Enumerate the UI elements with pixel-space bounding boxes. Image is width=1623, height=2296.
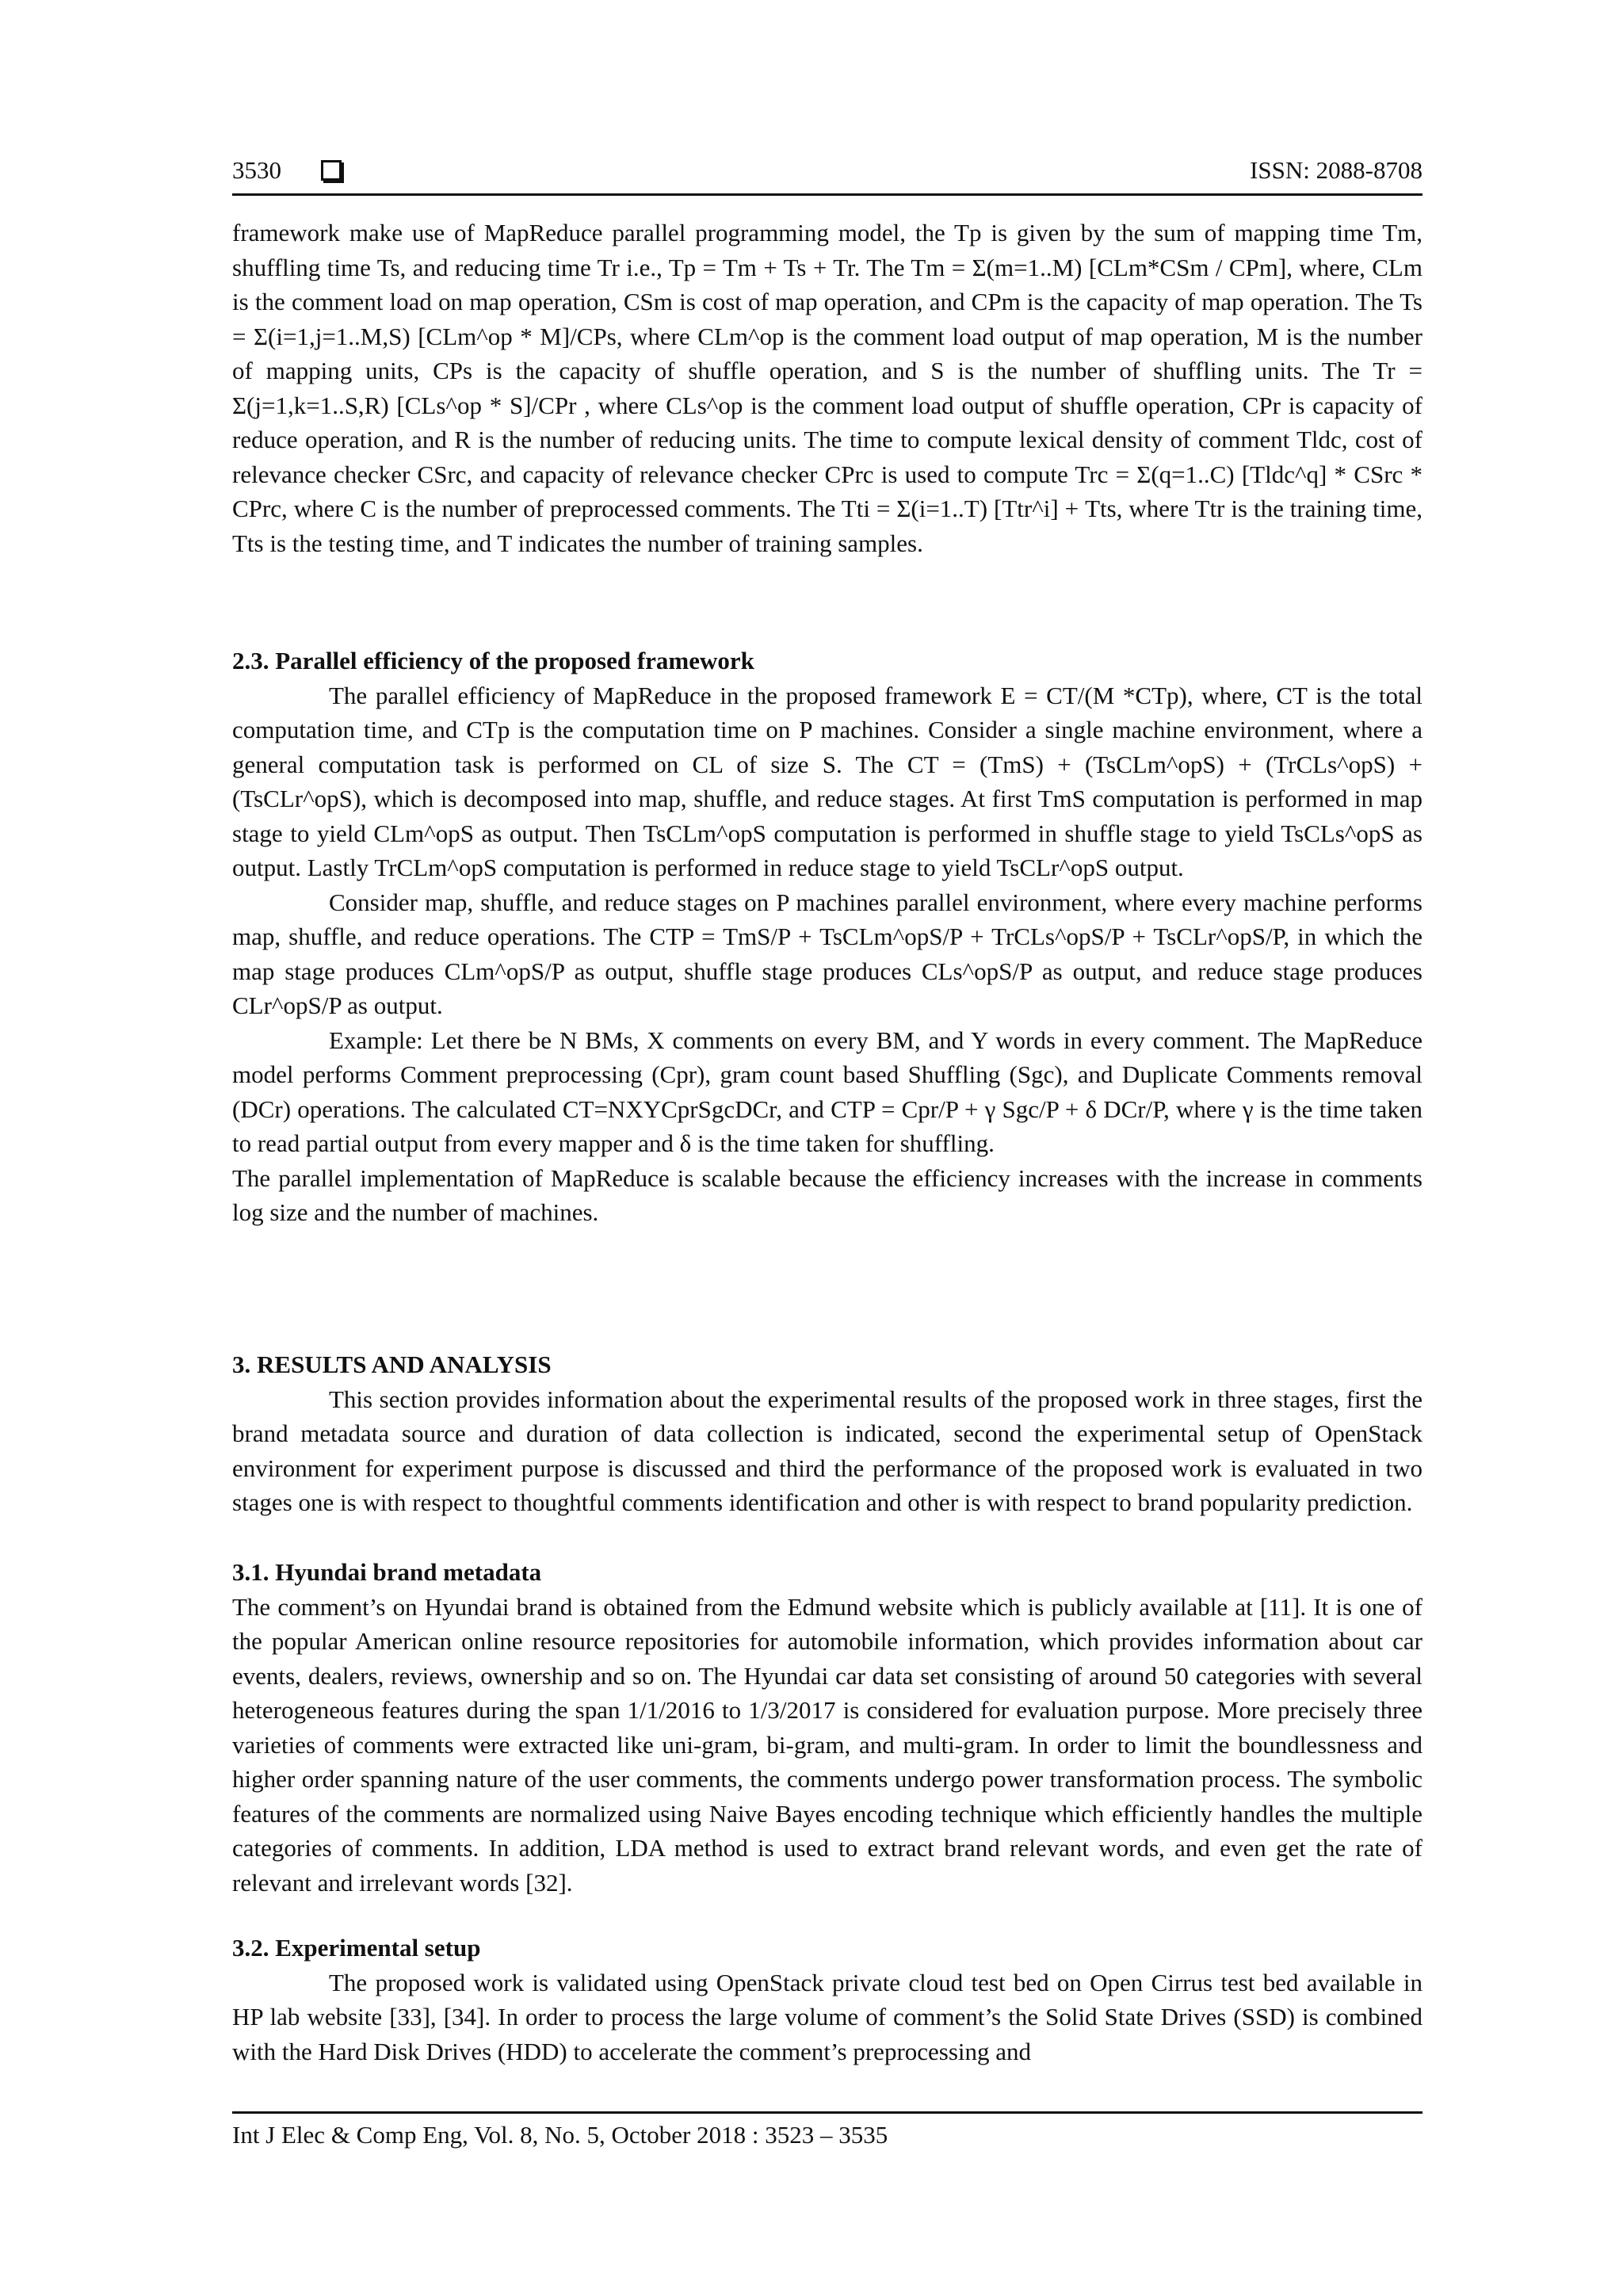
paragraph-scalability: The parallel implementation of MapReduce is scalable because the efficiency increases with the increase in comments log size and the number of machines. — [232, 1163, 1423, 1226]
section-3-heading: 3. RESULTS AND ANALYSIS — [232, 1350, 552, 1378]
paragraph-time-model: framework make use of MapReduce parallel programming model, the Tp is given by the sum of mapping time Tm, shuffling time Ts, and reducing time Tr i.e., Tp = Tm + Ts + Tr. The Tm = Σ(m=1..M) [CLm*CSm / CPm], where, CLm is the comment load on map operation, CSm is cost of map operation, and CPm is the capacity of map operation. The Ts = Σ(i=1,j=1..M,S) [CLm^op * M]/CPs, where CLm^op is the comment load output of map operation, M is the number of mapping units, CPs is the capacity of shuffle operation, and S is the number of shuffling units. The Tr = Σ(j=1,k=1..S,R) [CLs^op * S]/CPr , where CLs^op is the comment load output of shuffle operation, CPr is capacity of reduce operation, and R is the number of reducing units. The time to compute lexical density of comment Tldc, cost of relevance checker CSrc, and capacity of relevance checker CPrc is used to compute Trc = Σ(q=1..C) [Tldc^q] * CSrc * CPrc, where C is the number of preprocessed comments. The Tti = Σ(i=1..T) [Ttr^i] + Tts, where Ttr is the training time, Tts is the testing time, and T indicates the number of training samples. — [232, 219, 1423, 557]
section-3-1 — [232, 1555, 1423, 1900]
paragraph-results-intro: This section provides information about the experimental results of the proposed work in three stages, first the brand metadata source and duration of data collection is indicated, second the experimental setup of OpenStack environment for experiment purpose is discussed and third the performance of the proposed work is evaluated in two stages one is with respect to thoughtful comments identification and other is with respect to brand popularity prediction. — [232, 1385, 1423, 1516]
header-rule — [232, 193, 1423, 196]
section-3 — [232, 1347, 1423, 1520]
paragraph-p-machines: Consider map, shuffle, and reduce stages on P machines parallel environment, where every machine performs map, shuffle, and reduce operations. The CTP = TmS/P + TsCLm^opS/P + TrCLs^opS/P + TsCLr^opS/P, in which the map stage produces CLm^opS/P as output, shuffle stage produces CLs^opS/P as output, and reduce stage produces CLr^opS/P as output. — [232, 888, 1423, 1019]
paragraph-hyundai-metadata: The comment’s on Hyundai brand is obtained from the Edmund website which is publicly available at [11]. It is one of the popular American online resource repositories for automobile information, which provides information about car events, dealers, reviews, ownership and so on. The Hyundai car data set consisting of around 50 categories with several heterogeneous features during the span 1/1/2016 to 1/3/2017 is considered for evaluation purpose. More precisely three varieties of comments were extracted like uni-gram, bi-gram, and multi-gram. In order to limit the boundlessness and higher order spanning nature of the user comments, the comments undergo power transformation process. The symbolic features of the comments are normalized using Naive Bayes encoding technique which efficiently handles the multiple categories of comments. In addition, LDA method is used to extract brand relevant words, and even get the rate of relevant and irrelevant words [32]. — [232, 1592, 1423, 1897]
section-3-2-heading: 3.2. Experimental setup — [232, 1934, 481, 1962]
page-number: 3530 — [232, 156, 281, 184]
section-3-1-heading: 3.1. Hyundai brand metadata — [232, 1558, 542, 1586]
text-block-framework — [232, 216, 1423, 560]
checkbox-square-icon — [321, 160, 342, 181]
section-2-3-heading: 2.3. Parallel efficiency of the proposed framework — [232, 647, 754, 674]
journal-citation: Int J Elec & Comp Eng, Vol. 8, No. 5, October 2018 : 3523 – 3535 — [232, 2121, 888, 2149]
section-3-2 — [232, 1931, 1423, 2069]
running-footer — [232, 2119, 1423, 2151]
running-header — [232, 155, 1423, 193]
issn: ISSN: 2088-8708 — [1250, 156, 1423, 184]
paragraph-example: Example: Let there be N BMs, X comments on every BM, and Y words in every comment. The MapReduce model performs Comment preprocessing (Cpr), gram count based Shuffling (Sgc), and Duplicate Comments removal (DCr) operations. The calculated CT=NXYCprSgcDCr, and CTP = Cpr/P + γ Sgc/P + δ DCr/P, where γ is the time taken to read partial output from every mapper and δ is the time taken for shuffling. — [232, 1026, 1423, 1157]
section-2-3 — [232, 644, 1423, 1230]
paragraph-experimental-setup: The proposed work is validated using OpenStack private cloud test bed on Open Cirrus test bed available in HP lab website [33], [34]. In order to process the large volume of comment’s the Solid State Drives (SSD) is combined with the Hard Disk Drives (HDD) to accelerate the comment’s preprocessing and — [232, 1968, 1423, 2065]
footer-rule — [232, 2111, 1423, 2114]
paragraph-parallel-efficiency: The parallel efficiency of MapReduce in the proposed framework E = CT/(M *CTp), where, CT is the total computation time, and CTp is the computation time on P machines. Consider a single machine environment, where a general computation task is performed on CL of size S. The CT = (TmS) + (TsCLm^opS) + (TrCLs^opS) + (TsCLr^opS), which is decomposed into map, shuffle, and reduce stages. At first TmS computation is performed in map stage to yield CLm^opS as output. Then TsCLm^opS computation is performed in shuffle stage to yield TsCLs^opS as output. Lastly TrCLm^opS computation is performed in reduce stage to yield TsCLr^opS output. — [232, 681, 1423, 881]
